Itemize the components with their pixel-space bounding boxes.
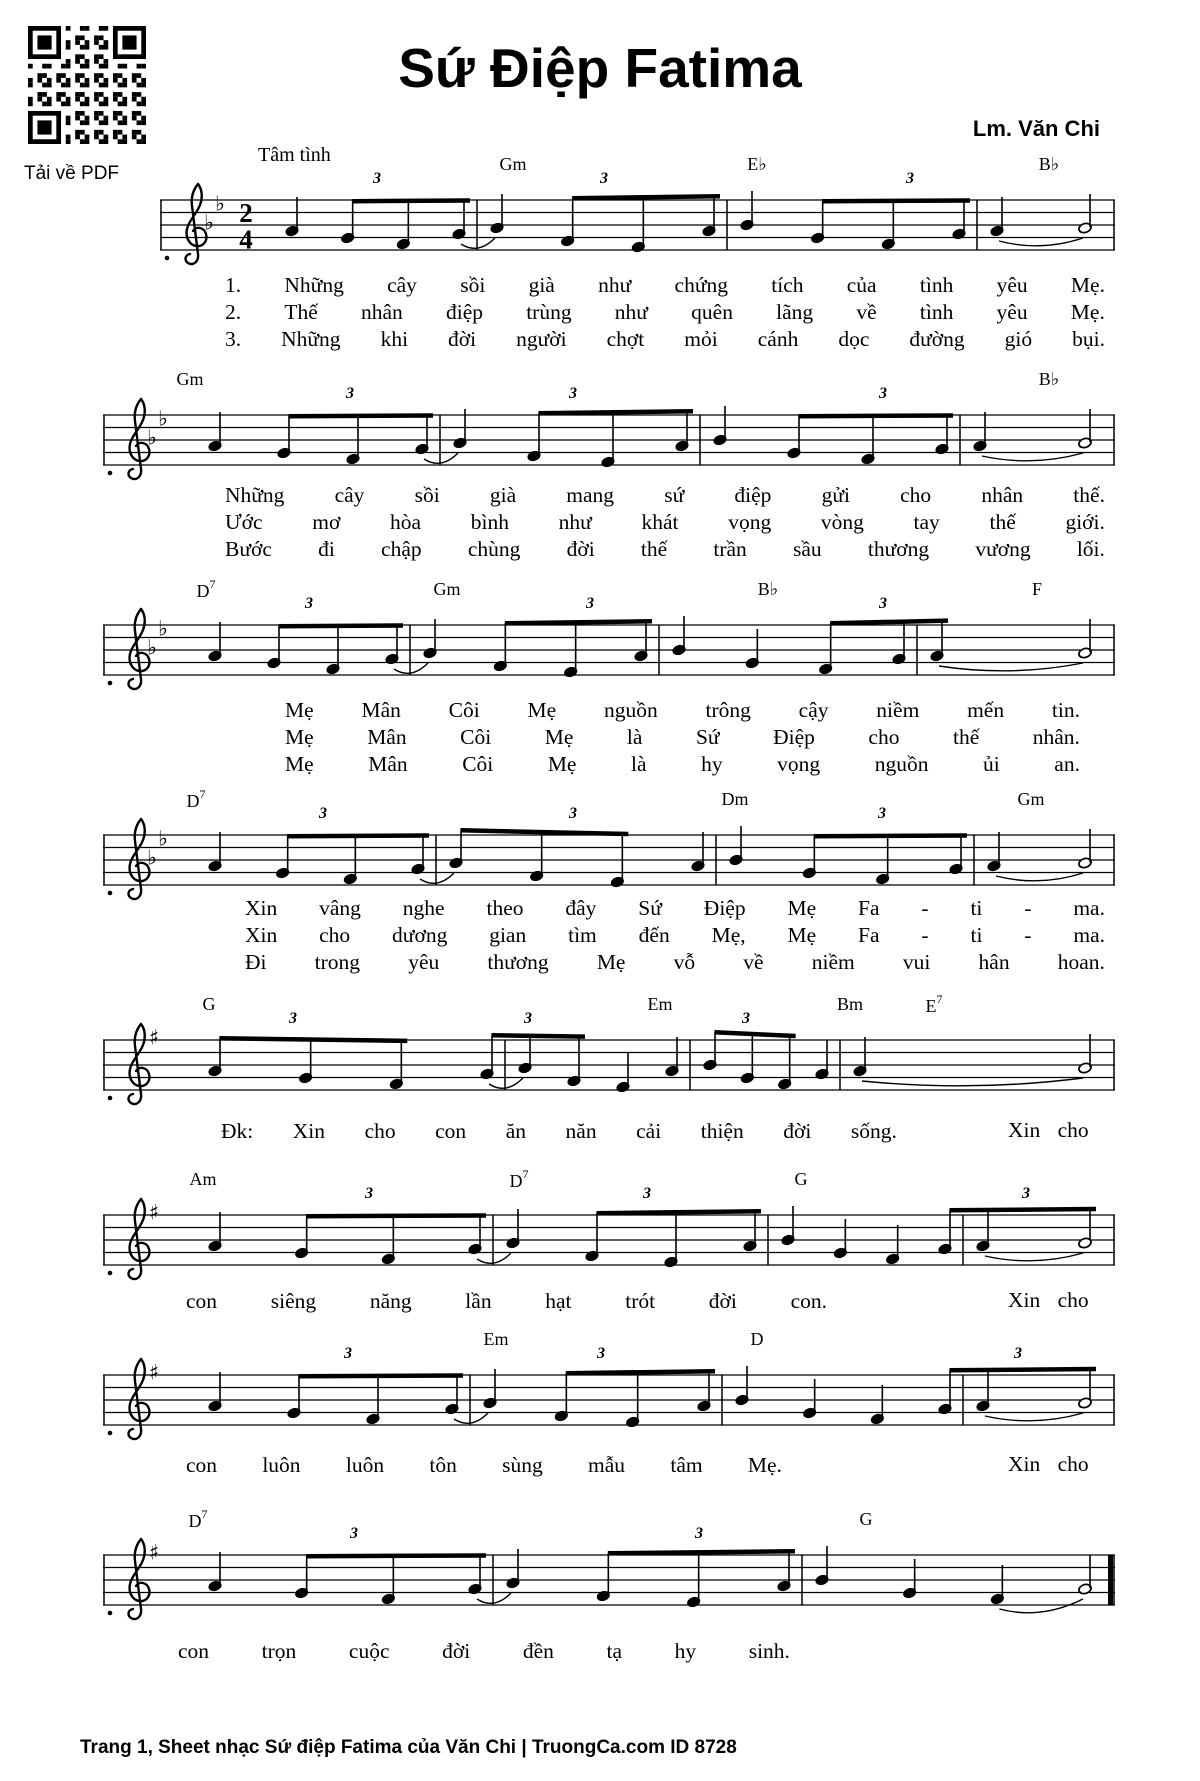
lyric-word: thế.	[1073, 483, 1105, 507]
lyric-word: như	[598, 273, 632, 297]
lyric-word: là	[631, 752, 647, 776]
lyric-word: năn	[565, 1119, 597, 1143]
lyric-word: đời	[566, 537, 595, 561]
lyric-word: Xin	[292, 1119, 326, 1143]
lyric-word: Ước	[225, 510, 263, 534]
lyric-word: tích	[771, 273, 804, 297]
triplet-label[interactable]: 3	[643, 1185, 651, 1202]
triplet-label[interactable]: 3	[879, 385, 887, 402]
lyric-word: trong	[314, 950, 361, 974]
lyric-line[interactable]	[285, 697, 1080, 724]
lyric-word: vòng	[820, 510, 864, 534]
lyric-word: dương	[392, 923, 448, 947]
chord-label[interactable]: B♭	[1038, 154, 1060, 174]
lyric-word: lần	[465, 1289, 492, 1313]
lyric-word: Mẹ	[596, 950, 626, 974]
lyric-word: cuộc	[348, 1639, 390, 1663]
lyric-word: -	[921, 896, 929, 920]
lyric-word: bình	[470, 510, 509, 534]
key-signature-accidental: ♭	[158, 616, 168, 641]
chord-label[interactable]: B♭	[757, 579, 779, 599]
lyric-word: ti	[970, 896, 983, 920]
key-signature-accidental: ♯	[149, 1200, 160, 1225]
lyric-word: vâng	[319, 896, 361, 920]
lyric-line[interactable]	[225, 299, 1105, 326]
lyric-word: 2.	[225, 300, 242, 324]
triplet-label[interactable]: 3	[305, 595, 313, 612]
qr-download-link[interactable]: Tải về PDF	[24, 163, 120, 184]
lyric-word: đường	[909, 327, 965, 351]
lyric-word: ma.	[1073, 923, 1105, 947]
lyric-word: sống.	[850, 1119, 897, 1143]
lyric-word: đời	[442, 1639, 471, 1663]
lyric-word: sứ	[664, 483, 685, 507]
lyric-word: trông	[705, 698, 751, 722]
lyric-word: chứng	[674, 273, 728, 297]
key-signature-accidental: ♯	[149, 1360, 160, 1385]
lyric-word: điệp	[734, 483, 772, 507]
lyric-word: niềm	[876, 698, 920, 722]
lyric-word: cho	[364, 1119, 396, 1143]
key-signature-accidental: ♭	[147, 635, 157, 660]
triplet-label[interactable]: 3	[597, 1345, 605, 1362]
lyric-word: về	[856, 300, 877, 324]
lyric-word: Những	[284, 273, 344, 297]
lyric-word: Xin	[245, 923, 278, 947]
lyric-word: bụi.	[1072, 327, 1105, 351]
lyric-word: nhân	[360, 300, 403, 324]
lyric-word: tin.	[1051, 698, 1080, 722]
lyric-word: gió	[1004, 327, 1033, 351]
lyric-word: Mân	[367, 725, 407, 749]
lyric-word: an.	[1054, 752, 1080, 776]
time-signature: 2	[239, 198, 253, 228]
lyric-word: thế	[989, 510, 1016, 534]
lyric-word: con.	[790, 1289, 827, 1313]
lyric-word: Mẹ.	[747, 1453, 782, 1477]
lyric-word: ma.	[1073, 896, 1105, 920]
lyric-word: Sứ	[638, 896, 662, 920]
lyric-word: cây	[334, 483, 365, 507]
triplet-label[interactable]: 3	[742, 1010, 750, 1027]
lyric-word: đời	[448, 327, 477, 351]
lyric-word: Mân	[361, 698, 401, 722]
lyric-word: Điệp	[773, 725, 815, 749]
chord-label[interactable]: G	[202, 994, 216, 1014]
chord-label[interactable]: G	[859, 1509, 873, 1529]
lyric-word: của	[846, 273, 877, 297]
lyric-word: Mân	[368, 752, 408, 776]
triplet-label[interactable]: 3	[524, 1010, 532, 1027]
chord-label[interactable]: G	[794, 1169, 808, 1189]
lyric-line[interactable]	[225, 482, 1105, 509]
lyric-word: hòa	[390, 510, 422, 534]
treble-clef-icon	[129, 1024, 150, 1104]
triplet-label[interactable]: 3	[365, 1185, 373, 1202]
lyric-word: khi	[380, 327, 409, 351]
lyric-word: trùng	[526, 300, 572, 324]
lyric-word: tạ	[606, 1639, 622, 1663]
lyric-word: Mẹ	[285, 698, 314, 722]
lyric-word: trót	[625, 1289, 656, 1313]
lyric-word: Những	[281, 327, 341, 351]
lyric-word: Xin	[245, 896, 278, 920]
lyric-word: Mẹ	[527, 698, 557, 722]
chord-label[interactable]: E♭	[747, 154, 767, 174]
lyric-word: thiện	[700, 1119, 744, 1143]
lyric-word: tay	[913, 510, 940, 534]
lyric-word: dọc	[838, 327, 870, 351]
chord-label[interactable]: F	[1031, 579, 1043, 599]
lyric-word: Mẹ	[285, 752, 314, 776]
lyric-word: điệp	[445, 300, 483, 324]
lyric-word: mỏi	[684, 327, 718, 351]
triplet-label[interactable]: 3	[879, 595, 887, 612]
lyric-word: chùng	[467, 537, 521, 561]
lyric-word: tôn	[429, 1453, 457, 1477]
lyric-word: vương	[975, 537, 1031, 561]
lyric-line[interactable]	[245, 895, 1105, 922]
lyric-word: sầu	[793, 537, 822, 561]
chord-label[interactable]: Gm	[433, 579, 461, 599]
lyric-word: Côi	[462, 752, 494, 776]
lyric-word: lãng	[776, 300, 814, 324]
lyric-line[interactable]	[186, 1452, 782, 1479]
lyric-word: hoan.	[1057, 950, 1105, 974]
lyric-word: lối.	[1076, 537, 1105, 561]
lyric-word: đây	[565, 896, 597, 920]
lyric-word: Bước	[225, 537, 272, 561]
chord-label[interactable]: $D^7$	[188, 1507, 208, 1531]
triplet-label[interactable]: 3	[569, 805, 577, 822]
lyric-word: yêu	[408, 950, 440, 974]
lyric-word: nguồn	[603, 698, 658, 722]
lyric-word: mến	[967, 698, 1005, 722]
treble-clef-icon	[129, 1199, 150, 1279]
lyric-word: con	[435, 1119, 467, 1143]
lyric-word: tình	[919, 300, 954, 324]
lyric-word: đời	[708, 1289, 737, 1313]
lyric-word: yêu	[996, 273, 1028, 297]
lyric-word: luôn	[262, 1453, 301, 1477]
lyric-word: đi	[318, 537, 335, 561]
chord-label[interactable]: Em	[483, 1329, 509, 1349]
lyric-word: Thế	[284, 300, 318, 324]
lyric-word: năng	[369, 1289, 412, 1313]
key-signature-accidental: ♭	[158, 406, 168, 431]
lyric-word: sùng	[502, 1453, 543, 1477]
lyric-word: người	[516, 327, 567, 351]
lyric-word: sồi	[460, 273, 486, 297]
lyric-word: 1.	[225, 273, 242, 297]
lyric-word: Mẹ	[285, 725, 314, 749]
lyric-word: nhân.	[1032, 725, 1080, 749]
triplet-label[interactable]: 3	[350, 1525, 358, 1542]
lyric-word: ủi	[983, 752, 1000, 776]
chord-label[interactable]: $D^7$	[196, 577, 216, 601]
lyric-word: về	[743, 950, 764, 974]
lyric-word: theo	[486, 896, 524, 920]
lyric-word: con	[186, 1289, 218, 1313]
triplet-label[interactable]: 3	[346, 385, 354, 402]
lyric-line[interactable]	[225, 509, 1105, 536]
lyric-word: vỗ	[673, 950, 696, 974]
triplet-label[interactable]: 3	[600, 170, 608, 187]
lyric-word: quên	[691, 300, 733, 324]
treble-clef-icon	[129, 1359, 150, 1439]
lyric-line[interactable]	[245, 922, 1105, 949]
lyric-word: thế	[640, 537, 668, 561]
lyric-word: con	[178, 1639, 210, 1663]
lyric-word: đến	[638, 923, 670, 947]
triplet-label[interactable]: 3	[319, 805, 327, 822]
lyric-word: khát	[641, 510, 679, 534]
lyric-word: trần	[713, 537, 747, 561]
lyric-word: Mẹ.	[1070, 273, 1105, 297]
lyric-word: vọng	[777, 752, 821, 776]
chord-label[interactable]: Bm	[836, 994, 864, 1014]
lyric-word: Đi	[245, 950, 267, 974]
lyric-word: sồi	[414, 483, 440, 507]
lyric-word: Côi	[460, 725, 492, 749]
lyric-word: hy	[701, 752, 723, 776]
lyric-word: Sứ	[695, 725, 720, 749]
triplet-label[interactable]: 3	[1014, 1345, 1022, 1362]
triplet-label[interactable]: 3	[289, 1010, 297, 1027]
chord-label[interactable]: B♭	[1038, 369, 1060, 389]
footer-text: Trang 1, Sheet nhạc Sứ điệp Fatima của Văn Chi | TruongCa.com ID 8728	[80, 1737, 737, 1758]
lyric-word: vui	[902, 950, 931, 974]
lyric-word: -	[1024, 923, 1032, 947]
lyric-word: mang	[566, 483, 615, 507]
chord-label[interactable]: Gm	[499, 154, 527, 174]
lyric-word: Mẹ	[787, 923, 817, 947]
lyric-word: sinh.	[748, 1639, 790, 1663]
chord-label[interactable]: $D^7$	[509, 1167, 529, 1191]
chord-label[interactable]: Gm	[176, 369, 204, 389]
triplet-label[interactable]: 3	[878, 805, 886, 822]
lyric-word: cây	[387, 273, 417, 297]
chord-label[interactable]: D	[750, 1329, 764, 1349]
lyric-word: Mẹ.	[1070, 300, 1105, 324]
key-signature-accidental: ♭	[158, 826, 168, 851]
lyric-word: như	[614, 300, 648, 324]
triplet-label[interactable]: 3	[569, 385, 577, 402]
lyric-word: vọng	[728, 510, 772, 534]
tempo-marking: Tâm tình	[258, 144, 331, 166]
lyric-word: thương	[867, 537, 930, 561]
lyric-word: con	[186, 1453, 218, 1477]
treble-clef-icon	[129, 1539, 150, 1619]
lyric-word: thế	[952, 725, 980, 749]
lyric-tail[interactable]: Xin cho	[1008, 1118, 1089, 1142]
lyric-word: cải	[636, 1119, 662, 1143]
lyric-word: già	[489, 483, 517, 507]
page-title: Sứ Điệp Fatima	[398, 37, 802, 99]
lyric-word: cho	[868, 725, 900, 749]
triplet-label[interactable]: 3	[906, 170, 914, 187]
lyric-word: gian	[489, 923, 527, 947]
triplet-label[interactable]: 3	[586, 595, 594, 612]
triplet-label[interactable]: 3	[1022, 1185, 1030, 1202]
lyric-word: ti	[970, 923, 983, 947]
lyric-line[interactable]	[285, 724, 1080, 751]
lyric-word: Côi	[448, 698, 480, 722]
lyric-word: nguồn	[874, 752, 929, 776]
lyric-word: tình	[919, 273, 954, 297]
composer-credit: Lm. Văn Chi	[972, 116, 1100, 141]
lyric-word: siêng	[270, 1289, 317, 1313]
lyric-word: đền	[522, 1639, 554, 1663]
lyric-tail[interactable]: Xin cho	[1008, 1288, 1089, 1312]
lyric-word: Đk:	[221, 1119, 254, 1143]
lyric-word: gửi	[821, 483, 850, 507]
key-signature-accidental: ♭	[204, 210, 214, 235]
lyric-word: cánh	[757, 327, 799, 351]
lyric-word: cậy	[798, 698, 829, 722]
time-signature: 4	[239, 224, 253, 255]
chord-label[interactable]: $E^7$	[925, 992, 943, 1016]
lyric-word: Mẹ	[787, 896, 817, 920]
lyric-word: Mẹ,	[711, 923, 746, 947]
lyric-word: là	[626, 725, 643, 749]
lyric-tail[interactable]: Xin cho	[1008, 1452, 1089, 1476]
lyric-word: hy	[674, 1639, 697, 1663]
lyric-word: luôn	[345, 1453, 385, 1477]
lyric-word: tìm	[568, 923, 597, 947]
lyric-word: hân	[978, 950, 1010, 974]
lyric-word: Điệp	[703, 896, 746, 920]
chord-label[interactable]: Am	[189, 1169, 217, 1189]
key-signature-accidental: ♭	[215, 191, 225, 216]
lyric-word: 3.	[225, 327, 242, 351]
chord-label[interactable]: $D^7$	[186, 787, 206, 811]
lyric-word: Fa	[858, 896, 880, 920]
lyric-word: thương	[487, 950, 549, 974]
chord-label[interactable]: Em	[647, 994, 673, 1014]
triplet-label[interactable]: 3	[344, 1345, 352, 1362]
lyric-word: chập	[381, 537, 422, 561]
triplet-label[interactable]: 3	[373, 170, 381, 187]
key-signature-accidental: ♯	[149, 1025, 160, 1050]
lyric-word: Mẹ	[547, 752, 577, 776]
chord-label[interactable]: Gm	[1017, 789, 1045, 809]
lyric-word: yêu	[996, 300, 1028, 324]
lyric-word: giới.	[1065, 510, 1105, 534]
lyric-word: như	[558, 510, 592, 534]
lyric-word: Fa	[858, 923, 880, 947]
lyric-line[interactable]	[225, 272, 1105, 299]
lyric-word: chợt	[606, 327, 645, 351]
key-signature-accidental: ♯	[149, 1540, 160, 1565]
lyric-word: hạt	[545, 1289, 572, 1313]
lyric-word: -	[1024, 896, 1032, 920]
lyric-word: -	[921, 923, 929, 947]
lyric-word: trọn	[261, 1639, 297, 1663]
lyric-word: Mẹ	[544, 725, 574, 749]
lyric-word: ăn	[505, 1119, 527, 1143]
lyric-word: nghe	[402, 896, 445, 920]
lyric-word: cho	[900, 483, 932, 507]
chord-label[interactable]: Dm	[721, 789, 749, 809]
lyric-word: niềm	[811, 950, 855, 974]
lyric-word: Những	[225, 483, 285, 507]
lyric-word: mẫu	[588, 1453, 626, 1477]
lyric-word: mơ	[312, 510, 341, 534]
key-signature-accidental: ♭	[147, 425, 157, 450]
lyric-word: già	[528, 273, 555, 297]
lyric-word: cho	[319, 923, 351, 947]
lyric-word: đời	[783, 1119, 812, 1143]
lyric-word: tâm	[670, 1453, 703, 1477]
lyric-word: nhân	[981, 483, 1024, 507]
triplet-label[interactable]: 3	[695, 1525, 703, 1542]
lyric-line[interactable]	[178, 1638, 790, 1665]
key-signature-accidental: ♭	[147, 845, 157, 870]
